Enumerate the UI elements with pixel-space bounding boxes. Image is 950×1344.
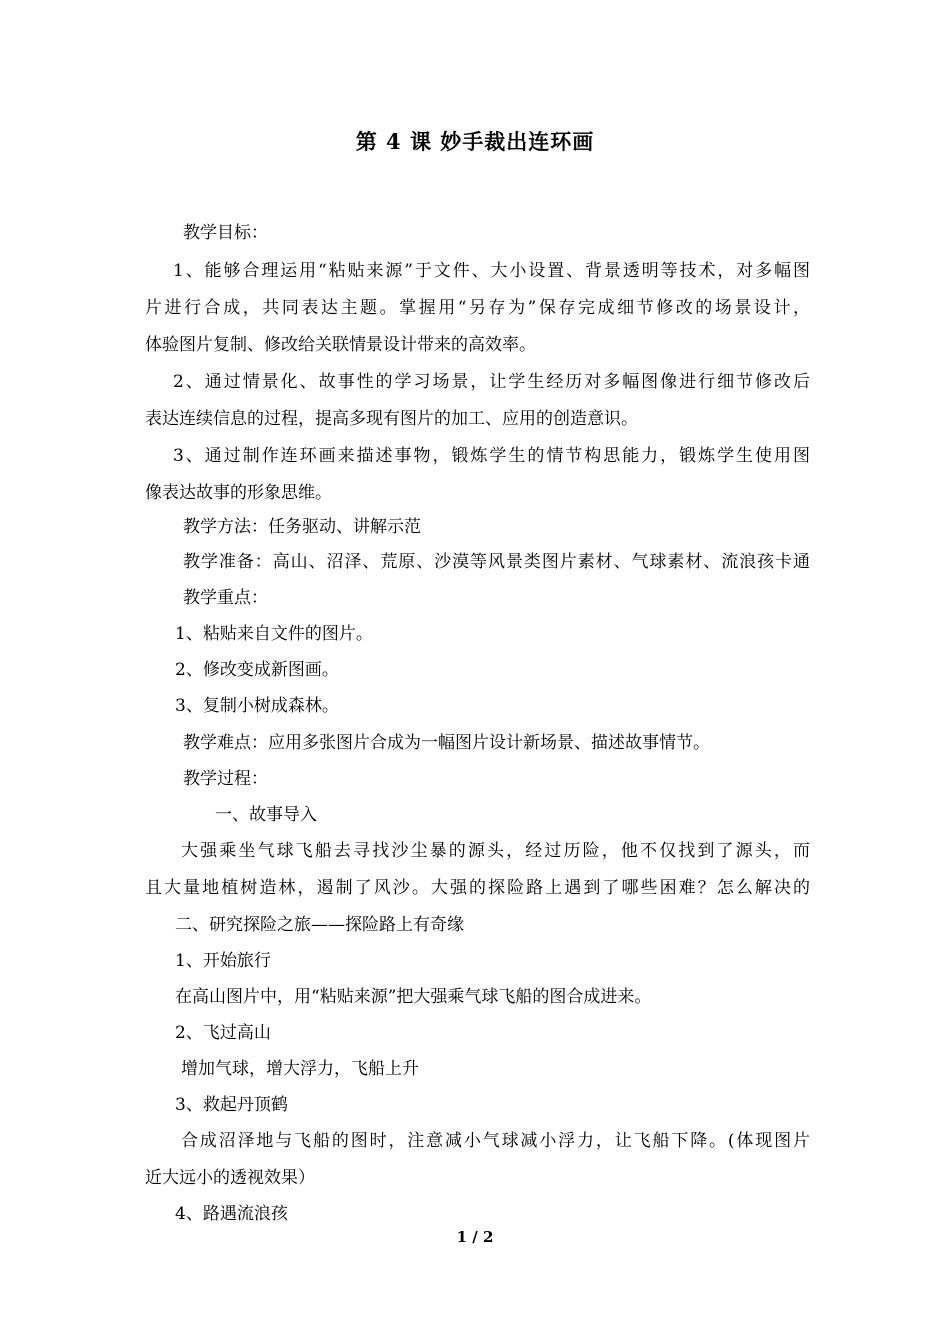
text-line: 增加气球，增大浮力，飞船上升 [181,1059,419,1079]
text-line: 2、飞过高山 [175,1023,271,1043]
text-line: 1、开始旅行 [175,951,271,971]
text-line: 3、救起丹顶鹤 [175,1095,288,1115]
text-line: 教学准备：高山、沼泽、荒原、沙漠等风景类图片素材、气球素材、流浪孩卡通 [183,552,810,572]
text-line: 4、路遇流浪孩 [175,1204,288,1224]
text-line: 教学难点：应用多张图片合成为一幅图片设计新场景、描述故事情节。 [183,733,710,753]
text-line: 教学重点： [183,588,268,608]
text-line: 体验图片复制、修改给关联情景设计带来的高效率。 [145,335,536,355]
text-line: 合成沼泽地与飞船的图时，注意减小气球减小浮力，让飞船下降。(体现图片 [181,1131,810,1151]
text-line: 在高山图片中，用“粘贴来源”把大强乘气球飞船的图合成进来。 [175,987,652,1007]
page-number: 1 / 2 [456,1228,494,1246]
text-line: 教学方法：任务驱动、讲解示范 [183,517,421,537]
text-line: 1、能够合理运用“粘贴来源”于文件、大小设置、背景透明等技术，对多幅图 [173,261,810,281]
text-line: 且大量地植树造林，遏制了风沙。大强的探险路上遇到了哪些困难？怎么解决的 [145,878,810,898]
text-line: 二、研究探险之旅——探险路上有奇缘 [175,915,464,935]
text-line: 教学目标： [183,223,268,243]
text-line: 片进行合成，共同表达主题。掌握用“另存为”保存完成细节修改的场景设计， [145,298,810,318]
text-line: 1、粘贴来自文件的图片。 [175,624,373,644]
text-line: 2、通过情景化、故事性的学习场景，让学生经历对多幅图像进行细节修改后 [173,372,810,392]
text-line: 2、修改变成新图画。 [175,660,339,680]
text-line: 大强乘坐气球飞船去寻找沙尘暴的源头，经过历险，他不仅找到了源头，而 [181,841,810,861]
text-line: 近大远小的透视效果） [145,1168,315,1188]
text-line: 3、复制小树成森林。 [175,696,339,716]
text-line: 教学过程： [183,769,268,789]
text-line: 像表达故事的形象思维。 [145,483,332,503]
page-title: 第 4 课 妙手裁出连环画 [355,129,595,154]
text-line: 一、故事导入 [215,805,317,825]
text-line: 表达连续信息的过程，提高多现有图片的加工、应用的创造意识。 [145,409,638,429]
text-line: 3、通过制作连环画来描述事物，锻炼学生的情节构思能力，锻炼学生使用图 [173,446,810,466]
